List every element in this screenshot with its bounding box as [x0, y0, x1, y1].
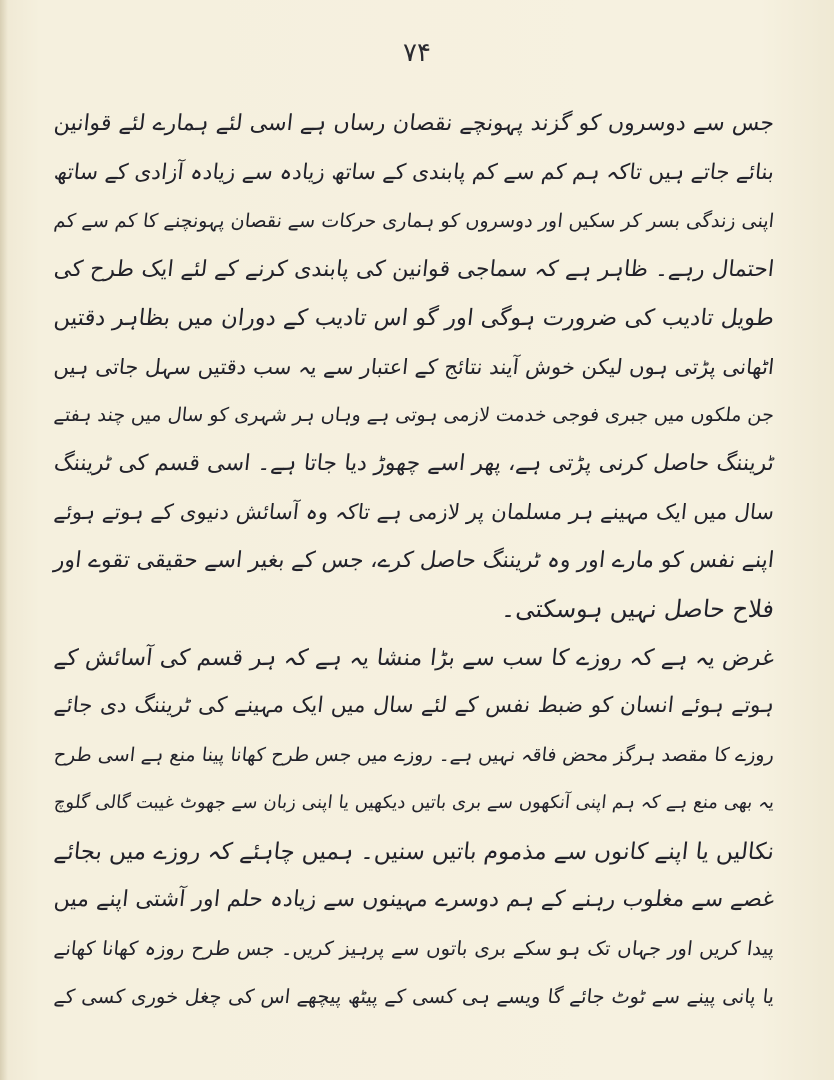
- text-line: سال میں ایک مہینے ہر مسلمان پر لازمی ہے تاکہ وہ آسائش دنیوی کے ہوتے ہوئے: [52, 500, 776, 524]
- page-binding-shadow: [0, 0, 8, 1080]
- text-line: یا پانی پینے سے ٹوٹ جائے گا ویسے ہی کسی کے پیٹھ پیچھے اس کی چغل خوری کسی کے: [52, 985, 776, 1008]
- text-line: غصے سے مغلوب رہنے کے ہم دوسرے مہینوں سے زیادہ حلم اور آشتی اپنے میں: [52, 887, 776, 912]
- paragraph-1: [54, 100, 774, 634]
- text-line: بنائے جاتے ہیں تاکہ ہم کم سے کم پابندی کے ساتھ زیادہ سے زیادہ آزادی کے ساتھ: [52, 159, 776, 185]
- text-line: ہوتے ہوئے انسان کو ضبط نفس کے لئے سال میں ایک مہینے کی ٹریننگ دی جائے: [52, 693, 776, 718]
- text-line: احتمال رہے۔ ظاہر ہے کہ سماجی قوانین کی پابندی کرنے کے لئے ایک طرح کی: [52, 256, 776, 282]
- page-number: ۷۴: [403, 38, 431, 68]
- paragraph-2: [54, 634, 774, 1022]
- text-line: طویل تادیب کی ضرورت ہوگی اور گو اس تادیب کے دوران میں بظاہر دقتیں: [52, 305, 776, 331]
- text-line: اپنے نفس کو مارے اور وہ ٹریننگ حاصل کرے، جس کے بغیر اسے حقیقی تقوے اور: [52, 547, 776, 573]
- text-line: اپنی زندگی بسر کر سکیں اور دوسروں کو ہماری حرکات سے نقصان پہونچنے کا کم سے کم: [52, 210, 776, 232]
- text-line: غرض یہ ہے کہ روزے کا سب سے بڑا منشا یہ ہے کہ ہر قسم کی آسائش کے: [52, 644, 776, 671]
- text-line: پیدا کریں اور جہاں تک ہو سکے بری باتوں سے پرہیز کریں۔ جس طرح روزہ کھانا کھانے: [52, 936, 776, 960]
- text-line: ٹریننگ حاصل کرنی پڑتی ہے، پھر اسے چھوڑ دیا جاتا ہے۔ اسی قسم کی ٹریننگ: [52, 450, 776, 476]
- body-text: [54, 100, 774, 1022]
- text-line: جس سے دوسروں کو گزند پہونچے نقصان رساں ہے اسی لئے ہمارے لئے قوانین: [52, 111, 776, 136]
- text-line: جن ملکوں میں جبری فوجی خدمت لازمی ہوتی ہے وہاں ہر شہری کو سال میں چند ہفتے: [52, 404, 776, 426]
- text-line-last: فلاح حاصل نہیں ہوسکتی۔: [500, 595, 776, 623]
- text-line: اٹھانی پڑتی ہوں لیکن خوش آیند نتائج کے اعتبار سے یہ سب دقتیں سہل جاتی ہیں: [52, 354, 776, 379]
- text-line: نکالیں یا اپنے کانوں سے مذموم باتیں سنیں۔ ہمیں چاہئے کہ روزے میں بجائے: [52, 838, 776, 865]
- text-line: یہ بھی منع ہے کہ ہم اپنی آنکھوں سے بری باتیں دیکھیں یا اپنی زبان سے جھوٹ غیبت گالی گلوچ: [52, 792, 776, 813]
- text-line: روزے کا مقصد ہرگز محض فاقہ نہیں ہے۔ روزے میں جس طرح کھانا پینا منع ہے اسی طرح: [52, 743, 776, 766]
